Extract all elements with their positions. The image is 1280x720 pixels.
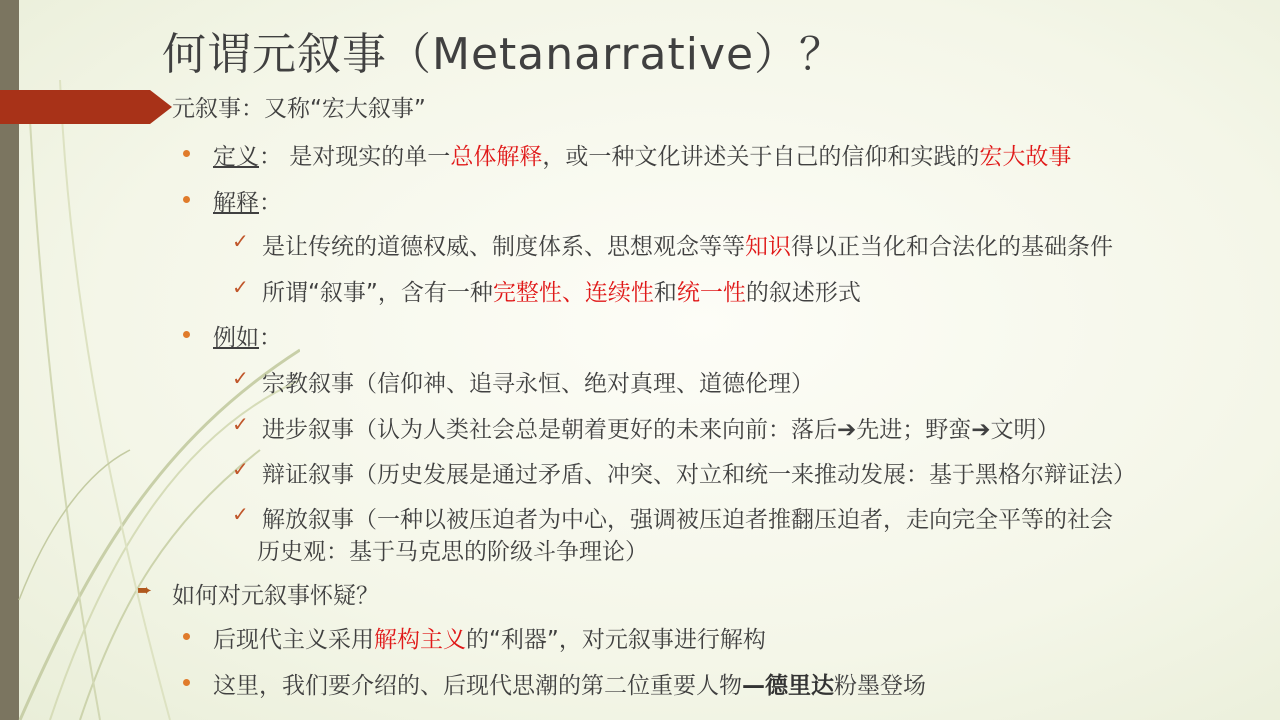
deconstruction-line [213,621,766,654]
bullet-dot [183,331,190,338]
page-title: 何谓元叙事（Metanarrative）？ [162,29,845,80]
bullet-dot [183,150,190,157]
examples-line [213,319,282,352]
example-item-3: 辩证叙事（历史发展是通过矛盾、冲突、对立和统一来推动发展：基于黑格尔辩证法） [262,462,1136,488]
highlight-span: 统一性 [676,280,746,306]
examples-colon: ： [259,325,282,351]
text-span: 是让传统的道德权威、制度体系、思想观念等等 [262,234,745,260]
bullet-dot [183,196,190,203]
check-icon: ✓ [232,457,249,481]
explanation-item-2 [262,274,861,307]
red-ribbon-accent [0,86,180,128]
text-span: 后现代主义采用 [213,627,374,653]
explanation-label: 解释 [213,190,259,216]
derrida-line [213,667,926,700]
doubt-heading: 如何对元叙事怀疑？ [172,583,379,609]
text-span: 粉墨登场 [834,673,926,699]
definition-text: ： 是对现实的单一 [259,144,451,170]
check-icon: ✓ [232,502,249,526]
check-icon: ✓ [232,366,249,390]
definition-highlight-2: 宏大故事 [979,144,1072,170]
derrida-name: —德里达 [742,673,834,699]
arrow-right-icon: ➨ [137,580,153,601]
check-icon: ✓ [232,412,249,436]
definition-text-2: ，或一种文化讲述关于自己的信仰和实践的 [542,144,980,170]
text-span: 和 [653,280,677,306]
bullet-dot [183,679,190,686]
explanation-colon: ： [259,190,282,216]
text-span: 这里，我们要介绍的、后现代思潮的第二位重要人物 [213,673,742,699]
definition-highlight-1: 总体解释 [450,144,543,170]
example-item-4-line-2: 历史观：基于马克思的阶级斗争理论） [257,539,648,565]
text-span: 的“利器”，对元叙事进行解构 [466,627,766,653]
definition-line [213,138,1071,171]
separator-span: 、 [561,280,585,306]
check-icon: ✓ [232,229,249,253]
definition-label: 定义 [213,144,259,170]
example-item-1: 宗教叙事（信仰神、追寻永恒、绝对真理、道德伦理） [262,371,814,397]
text-span: 的叙述形式 [745,280,861,306]
text-span: 得以正当化和合法化的基础条件 [791,234,1113,260]
highlight-span: 完整性 [492,280,562,306]
metanarrative-heading: 元叙事：又称“宏大叙事” [172,96,426,122]
highlight-span: 知识 [745,234,791,260]
example-item-4-line-1: 解放叙事（一种以被压迫者为中心，强调被压迫者推翻压迫者，走向完全平等的社会 [262,507,1113,533]
check-icon: ✓ [232,275,249,299]
highlight-span: 连续性 [584,280,654,306]
bullet-dot [183,633,190,640]
highlight-span: 解构主义 [374,627,466,653]
explanation-line [213,184,282,217]
text-span: 所谓“叙事”，含有一种 [262,280,493,306]
example-item-2: 进步叙事（认为人类社会总是朝着更好的未来向前：落后➔先进；野蛮➔文明） [262,417,1060,443]
examples-label: 例如 [213,325,259,351]
explanation-item-1 [262,228,1113,261]
